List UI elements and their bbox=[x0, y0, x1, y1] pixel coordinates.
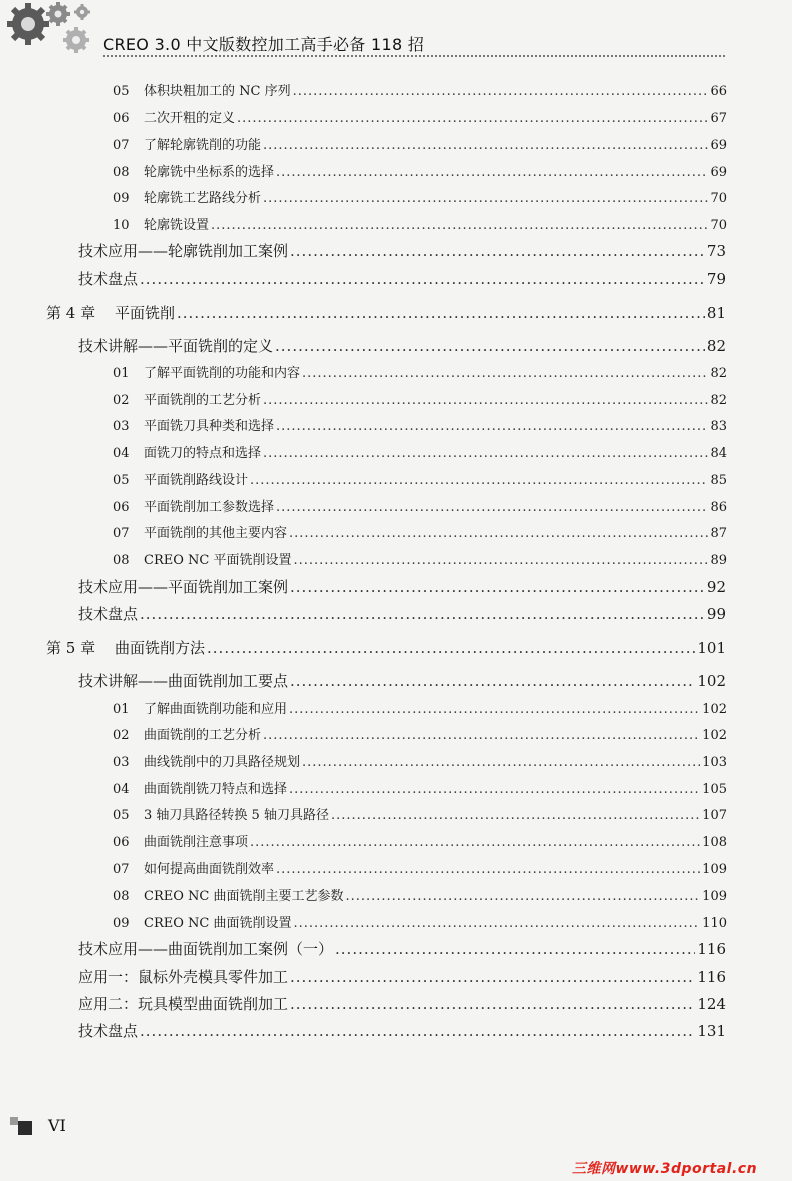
toc-item-number: 01 bbox=[113, 702, 130, 717]
toc-dot-leader bbox=[290, 995, 695, 1013]
toc-entry-title: 应用二：玩具模型曲面铣削加工 bbox=[78, 995, 289, 1013]
toc-section-entry bbox=[78, 603, 726, 624]
toc-page-number: 70 bbox=[710, 218, 727, 233]
toc-dot-leader bbox=[289, 526, 708, 541]
toc-entry-title: 曲面铣削铣刀特点和选择 bbox=[144, 782, 288, 797]
toc-page-number: 102 bbox=[702, 728, 727, 743]
toc-subsection-entry bbox=[113, 724, 727, 743]
toc-page-number: 101 bbox=[697, 639, 726, 657]
toc-section-entry bbox=[78, 1020, 726, 1041]
toc-item-number: 03 bbox=[113, 755, 130, 770]
toc-dot-leader bbox=[276, 165, 708, 180]
toc-page-number: 82 bbox=[710, 366, 727, 381]
toc-dot-leader bbox=[289, 702, 700, 717]
toc-subsection-entry bbox=[113, 522, 727, 541]
toc-item-number: 04 bbox=[113, 446, 130, 461]
toc-dot-leader bbox=[250, 473, 708, 488]
toc-subsection-entry bbox=[113, 187, 727, 206]
toc-dot-leader bbox=[335, 940, 695, 958]
toc-entry-title: 技术盘点 bbox=[78, 605, 139, 623]
toc-item-number: 05 bbox=[113, 808, 130, 823]
toc-section-entry bbox=[78, 938, 726, 959]
toc-chapter-number: 第 4 章 bbox=[46, 304, 96, 322]
toc-section-entry bbox=[78, 670, 726, 691]
toc-dot-leader bbox=[293, 84, 709, 99]
toc-dot-leader bbox=[211, 218, 708, 233]
toc-subsection-entry bbox=[113, 549, 727, 568]
toc-page-number: 102 bbox=[697, 672, 726, 690]
toc-page-number: 81 bbox=[706, 304, 726, 322]
toc-entry-title: 技术应用——轮廓铣削加工案例 bbox=[78, 242, 289, 260]
toc-section-entry bbox=[78, 268, 726, 289]
toc-page-number: 110 bbox=[702, 916, 727, 931]
toc-entry-title: 平面铣削的工艺分析 bbox=[144, 393, 262, 408]
toc-subsection-entry bbox=[113, 362, 727, 381]
toc-dot-leader bbox=[289, 782, 700, 797]
toc-page-number: 67 bbox=[710, 111, 727, 126]
toc-entry-title: 曲面铣削的工艺分析 bbox=[144, 728, 262, 743]
toc-entry-title: 平面铣刀具种类和选择 bbox=[144, 419, 275, 434]
toc-dot-leader bbox=[140, 270, 705, 288]
toc-dot-leader bbox=[276, 862, 700, 877]
toc-subsection-entry bbox=[113, 804, 727, 823]
toc-section-entry bbox=[78, 335, 726, 356]
toc-subsection-entry bbox=[113, 698, 727, 717]
toc-subsection-entry bbox=[113, 778, 727, 797]
toc-subsection-entry bbox=[113, 442, 727, 461]
toc-dot-leader bbox=[290, 578, 705, 596]
toc-section-entry bbox=[78, 993, 726, 1014]
toc-page-number: 116 bbox=[697, 940, 726, 958]
toc-entry-title: CREO NC 曲面铣削主要工艺参数 bbox=[144, 889, 344, 904]
toc-entry-title: 曲面铣削注意事项 bbox=[144, 835, 249, 850]
toc-entry-title: 平面铣削加工参数选择 bbox=[144, 500, 275, 515]
toc-page-number: 70 bbox=[710, 191, 727, 206]
gears-icon bbox=[6, 2, 98, 54]
toc-entry-title: 体积块粗加工的 NC 序列 bbox=[144, 84, 291, 99]
toc-entry-title: 3 轴刀具路径转换 5 轴刀具路径 bbox=[144, 808, 329, 823]
toc-dot-leader bbox=[263, 728, 700, 743]
toc-subsection-entry bbox=[113, 831, 727, 850]
toc-page-number: 85 bbox=[710, 473, 727, 488]
toc-dot-leader bbox=[276, 500, 708, 515]
toc-item-number: 06 bbox=[113, 500, 130, 515]
toc-page-number: 82 bbox=[710, 393, 727, 408]
toc-page-number: 109 bbox=[702, 862, 727, 877]
toc-subsection-entry bbox=[113, 751, 727, 770]
toc-item-number: 07 bbox=[113, 862, 130, 877]
toc-entry-title: 技术盘点 bbox=[78, 1022, 139, 1040]
toc-item-number: 08 bbox=[113, 165, 130, 180]
toc-entry-title: CREO NC 平面铣削设置 bbox=[144, 553, 292, 568]
toc-entry-title: 技术讲解——平面铣削的定义 bbox=[78, 337, 274, 355]
toc-page-number: 73 bbox=[706, 242, 726, 260]
toc-page-number: 124 bbox=[697, 995, 726, 1013]
toc-entry-title: 技术应用——平面铣削加工案例 bbox=[78, 578, 289, 596]
toc-dot-leader bbox=[276, 419, 708, 434]
toc-dot-leader bbox=[140, 605, 705, 623]
toc-subsection-entry bbox=[113, 389, 727, 408]
toc-subsection-entry bbox=[113, 885, 727, 904]
toc-subsection-entry bbox=[113, 134, 727, 153]
toc-item-number: 06 bbox=[113, 835, 130, 850]
toc-item-number: 08 bbox=[113, 553, 130, 568]
toc-page-number: 103 bbox=[702, 755, 727, 770]
toc-page-number: 82 bbox=[706, 337, 726, 355]
toc-entry-title: 了解轮廓铣削的功能 bbox=[144, 138, 262, 153]
toc-entry-title: 平面铣削 bbox=[115, 304, 176, 322]
toc-section-entry bbox=[78, 240, 726, 261]
toc-entry-title: 技术讲解——曲面铣削加工要点 bbox=[78, 672, 289, 690]
toc-dot-leader bbox=[263, 393, 708, 408]
toc-page-number: 83 bbox=[710, 419, 727, 434]
toc-entry-title: 平面铣削的其他主要内容 bbox=[144, 526, 288, 541]
toc-dot-leader bbox=[207, 639, 695, 657]
toc-page-number: 86 bbox=[710, 500, 727, 515]
toc-dot-leader bbox=[293, 916, 700, 931]
footer-square-mark bbox=[10, 1117, 40, 1137]
page-number: VI bbox=[48, 1116, 66, 1135]
toc-item-number: 03 bbox=[113, 419, 130, 434]
toc-item-number: 06 bbox=[113, 111, 130, 126]
toc-subsection-entry bbox=[113, 496, 727, 515]
toc-dot-leader bbox=[263, 138, 708, 153]
toc-dot-leader bbox=[177, 304, 705, 322]
toc-dot-leader bbox=[237, 111, 708, 126]
toc-item-number: 07 bbox=[113, 526, 130, 541]
toc-page-number: 79 bbox=[706, 270, 726, 288]
toc-subsection-entry bbox=[113, 214, 727, 233]
toc-dot-leader bbox=[345, 889, 700, 904]
toc-entry-title: 二次开粗的定义 bbox=[144, 111, 236, 126]
toc-chapter-entry bbox=[46, 302, 726, 323]
toc-item-number: 04 bbox=[113, 782, 130, 797]
toc-entry-title: 曲面铣削方法 bbox=[115, 639, 206, 657]
toc-item-number: 07 bbox=[113, 138, 130, 153]
toc-page-number: 107 bbox=[702, 808, 727, 823]
toc-dot-leader bbox=[290, 242, 705, 260]
toc-subsection-entry bbox=[113, 469, 727, 488]
toc-page-number: 87 bbox=[710, 526, 727, 541]
toc-dot-leader bbox=[140, 1022, 695, 1040]
toc-dot-leader bbox=[290, 968, 695, 986]
page-header bbox=[0, 0, 792, 60]
toc-page-number: 89 bbox=[710, 553, 727, 568]
toc-entry-title: 了解曲面铣削功能和应用 bbox=[144, 702, 288, 717]
toc-item-number: 09 bbox=[113, 916, 130, 931]
toc-entry-title: 轮廓铣工艺路线分析 bbox=[144, 191, 262, 206]
toc-entry-title: 了解平面铣削的功能和内容 bbox=[144, 366, 301, 381]
toc-entry-title: 技术应用——曲面铣削加工案例（一） bbox=[78, 940, 334, 958]
header-divider bbox=[103, 55, 725, 57]
toc-entry-title: 应用一：鼠标外壳模具零件加工 bbox=[78, 968, 289, 986]
toc-dot-leader bbox=[302, 755, 700, 770]
toc-dot-leader bbox=[290, 672, 695, 690]
toc-page-number: 131 bbox=[697, 1022, 726, 1040]
toc-chapter-number: 第 5 章 bbox=[46, 639, 96, 657]
toc-subsection-entry bbox=[113, 858, 727, 877]
toc-entry-title: 技术盘点 bbox=[78, 270, 139, 288]
toc-item-number: 01 bbox=[113, 366, 130, 381]
toc-item-number: 05 bbox=[113, 84, 130, 99]
toc-page-number: 84 bbox=[710, 446, 727, 461]
toc-page-number: 109 bbox=[702, 889, 727, 904]
toc-item-number: 10 bbox=[113, 218, 130, 233]
toc-chapter-entry bbox=[46, 637, 726, 658]
toc-page-number: 105 bbox=[702, 782, 727, 797]
toc-item-number: 09 bbox=[113, 191, 130, 206]
toc-page-number: 66 bbox=[710, 84, 727, 99]
book-title: CREO 3.0 中文版数控加工高手必备 118 招 bbox=[103, 35, 425, 54]
toc-item-number: 02 bbox=[113, 728, 130, 743]
toc-page-number: 69 bbox=[710, 138, 727, 153]
site-watermark: 三维网www.3dportal.cn bbox=[572, 1161, 758, 1177]
toc-item-number: 02 bbox=[113, 393, 130, 408]
toc-dot-leader bbox=[293, 553, 708, 568]
toc-page-number: 108 bbox=[702, 835, 727, 850]
toc-subsection-entry bbox=[113, 107, 727, 126]
toc-entry-title: 曲线铣削中的刀具路径规划 bbox=[144, 755, 301, 770]
toc-page-number: 69 bbox=[710, 165, 727, 180]
toc-page-number: 116 bbox=[697, 968, 726, 986]
toc-page-number: 102 bbox=[702, 702, 727, 717]
toc-dot-leader bbox=[263, 446, 708, 461]
toc-entry-title: 轮廓铣设置 bbox=[144, 218, 210, 233]
toc-subsection-entry bbox=[113, 912, 727, 931]
toc-subsection-entry bbox=[113, 415, 727, 434]
toc-dot-leader bbox=[250, 835, 700, 850]
toc-page-number: 92 bbox=[706, 578, 726, 596]
toc-section-entry bbox=[78, 576, 726, 597]
toc-dot-leader bbox=[263, 191, 708, 206]
toc-dot-leader bbox=[302, 366, 708, 381]
toc-dot-leader bbox=[331, 808, 700, 823]
toc-item-number: 05 bbox=[113, 473, 130, 488]
toc-dot-leader bbox=[275, 337, 705, 355]
toc-entry-title: 面铣刀的特点和选择 bbox=[144, 446, 262, 461]
toc-item-number: 08 bbox=[113, 889, 130, 904]
toc-section-entry bbox=[78, 966, 726, 987]
toc-entry-title: 轮廓铣中坐标系的选择 bbox=[144, 165, 275, 180]
toc-page-number: 99 bbox=[706, 605, 726, 623]
toc-subsection-entry bbox=[113, 80, 727, 99]
toc-entry-title: 如何提高曲面铣削效率 bbox=[144, 862, 275, 877]
toc-subsection-entry bbox=[113, 161, 727, 180]
toc-entry-title: 平面铣削路线设计 bbox=[144, 473, 249, 488]
toc-entry-title: CREO NC 曲面铣削设置 bbox=[144, 916, 292, 931]
